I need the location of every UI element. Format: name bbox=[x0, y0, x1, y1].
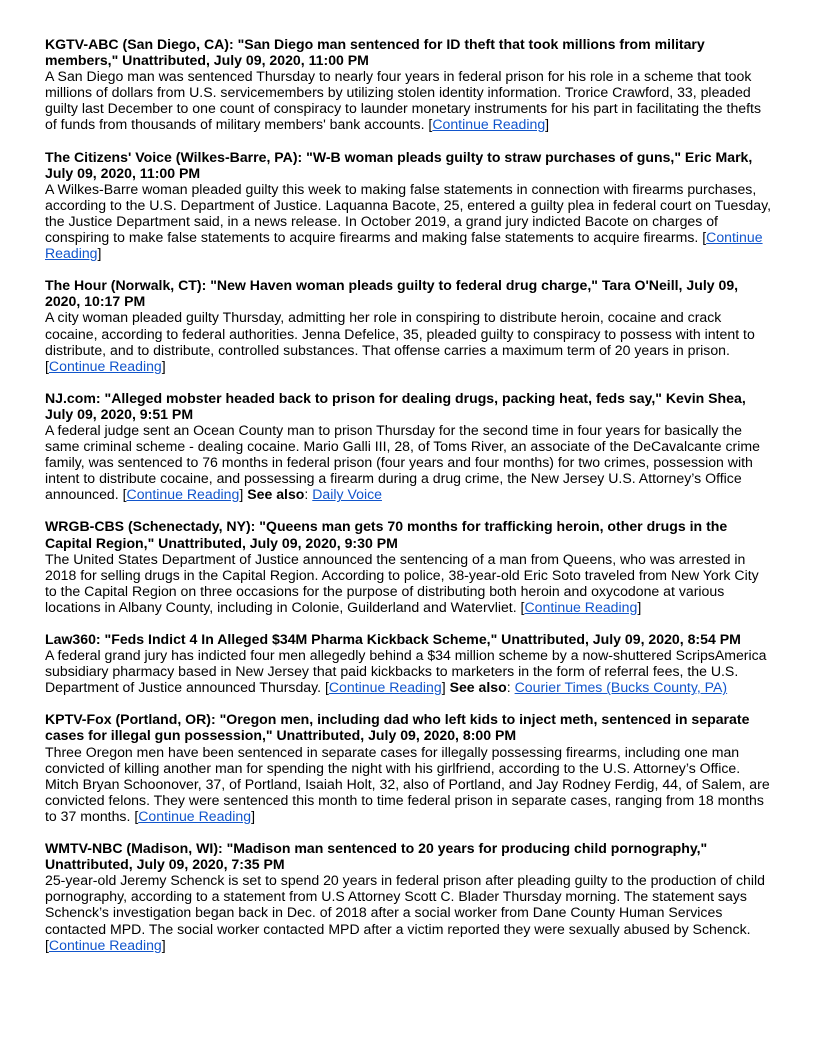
article-body: A federal judge sent an Ocean County man to prison Thursday for the second time in four years for basically the same criminal scheme - dealing cocaine. Mario Galli III, 28, of Toms River, an associate of the DeCavalcante crime family, was sentenced to 76 months in federal prison (four years and four months) for two crimes, possession with intent to distribute cocaine, and possessing a firearm during a drug crime, the New Jersey U.S. Attorney’s Office announced. [Continue Reading] See also: Daily Voice bbox=[45, 421, 760, 503]
article-nj-com bbox=[45, 390, 773, 503]
article-citizens-voice bbox=[45, 149, 773, 262]
article-body: The United States Department of Justice announced the sentencing of a man from Queens, who was arrested in 2018 for selling drugs in the Capital Region. According to police, 38-year-old Eric Soto traveled from New York City to the Capital Region on three occasions for the purpose of distributing both heroin and oxycodone at various locations in Albany County, including in Colonie, Guilderland and Watervliet. [Continue Reading] bbox=[45, 550, 759, 615]
article-body: A federal grand jury has indicted four men allegedly behind a $34 million scheme by a now-shuttered ScripsAmerica subsidiary pharmacy based in New Jersey that paid kickbacks to marketers in the form of referral fees, the U.S. Department of Justice announced Thursday. [Continue Reading] See also: Courier Times (Bucks County, PA) bbox=[45, 647, 767, 696]
article-summary: The United States Department of Justice announced the sentencing of a man from Queens, who was arrested in 2018 for selling drugs in the Capital Region. According to police, 38-year-old Eric Soto traveled from New York City to the Capital Region on three occasions for the purpose of distributing both heroin and oxycodone at various locations in Albany County, including in Colonie, Guilderland and Watervliet. bbox=[45, 550, 759, 615]
news-digest bbox=[45, 36, 773, 969]
article-headline: KPTV-Fox (Portland, OR): "Oregon men, including dad who left kids to inject meth, sentenced in separate cases for illegal gun possession," Unattributed, July 09, 2020, 8:00 PM bbox=[45, 711, 750, 744]
continue-reading-link[interactable]: Continue Reading bbox=[328, 679, 442, 696]
article-summary: 25-year-old Jeremy Schenck is set to spend 20 years in federal prison after pleading guilty to the production of child pornography, according to a statement from U.S Attorney Scott C. Blader Thursday morning. The statement says Schenck’s investigation began back in Dec. of 2018 after a social worker from Dane County Human Services contacted MPD. The social worker contacted MPD after a victim reported they were sexually abused by Schenck. bbox=[45, 872, 765, 937]
article-wrgb bbox=[45, 518, 773, 615]
article-summary: A Wilkes-Barre woman pleaded guilty this week to making false statements in connection with firearms purchases, according to the U.S. Department of Justice. Laquanna Bacote, 25, entered a guilty plea in federal court on Tuesday, the Justice Department said, in a news release. In October 2019, a grand jury indicted Bacote on charges of conspiring to make false statements to acquire firearms and making false statements to acquire firearms. bbox=[45, 180, 772, 246]
article-summary: Three Oregon men have been sentenced in separate cases for illegally possessing firearms, including one man convicted of killing another man for spending the night with his girlfriend, according to the U.S. Attorney’s Office. Mitch Bryan Schoonover, 37, of Portland, Isaiah Holt, 32, also of Portland, and Jay Rodney Ferdig, 44, of Salem, are convicted felons. They were sentenced this month to time federal prison in separate cases, ranging from 18 months to 37 months. bbox=[45, 743, 770, 824]
article-kgtv bbox=[45, 36, 773, 133]
article-headline: The Citizens' Voice (Wilkes-Barre, PA): "W-B woman pleads guilty to straw purchases of guns," Eric Mark, July 09, 2020, 11:00 PM bbox=[45, 148, 753, 181]
article-the-hour bbox=[45, 277, 773, 374]
article-wmtv bbox=[45, 840, 773, 953]
article-kptv bbox=[45, 711, 773, 824]
continue-reading-link[interactable]: Continue Reading bbox=[48, 357, 162, 374]
article-law360 bbox=[45, 631, 773, 695]
article-body: A Wilkes-Barre woman pleaded guilty this week to making false statements in connection with firearms purchases, according to the U.S. Department of Justice. Laquanna Bacote, 25, entered a guilty plea in federal court on Tuesday, the Justice Department said, in a news release. In October 2019, a grand jury indicted Bacote on charges of conspiring to make false statements to acquire firearms and making false statements to acquire firearms. [Continue Reading] bbox=[45, 180, 772, 262]
see-also-link[interactable]: Daily Voice bbox=[312, 486, 382, 503]
article-headline: WRGB-CBS (Schenectady, NY): "Queens man gets 70 months for trafficking heroin, other drugs in the Capital Region," Unattributed, July 09, 2020, 9:30 PM bbox=[45, 518, 728, 551]
article-body: A city woman pleaded guilty Thursday, admitting her role in conspiring to distribute heroin, cocaine and crack cocaine, according to federal authorities. Jenna Defelice, 35, pleaded guilty to conspiracy to possess with intent to distribute, and to distribute, controlled substances. That offense carries a maximum term of 20 years in prison. [Continue Reading] bbox=[45, 309, 755, 374]
article-headline: WMTV-NBC (Madison, WI): "Madison man sentenced to 20 years for producing child pornography," Unattributed, July 09, 2020, 7:35 PM bbox=[45, 840, 708, 873]
continue-reading-link[interactable]: Continue Reading bbox=[138, 807, 252, 824]
see-also-link[interactable]: Courier Times (Bucks County, PA) bbox=[514, 679, 728, 696]
article-headline: NJ.com: "Alleged mobster headed back to prison for dealing drugs, packing heat, feds say," Kevin Shea, July 09, 2020, 9:51 PM bbox=[45, 389, 746, 422]
continue-reading-link[interactable]: Continue Reading bbox=[126, 486, 240, 503]
continue-reading-link[interactable]: Continue Reading bbox=[524, 598, 638, 615]
article-headline: KGTV-ABC (San Diego, CA): "San Diego man sentenced for ID theft that took millions from military members," Unattributed, July 09, 2020, 11:00 PM bbox=[45, 36, 705, 69]
article-summary: A federal grand jury has indicted four men allegedly behind a $34 million scheme by a now-shuttered ScripsAmerica subsidiary pharmacy based in New Jersey that paid kickbacks to marketers in the form of referral fees, the U.S. Department of Justice announced Thursday. bbox=[45, 647, 767, 696]
continue-reading-link[interactable]: Continue Reading bbox=[432, 116, 546, 133]
article-headline: The Hour (Norwalk, CT): "New Haven woman pleads guilty to federal drug charge," Tara O'Neill, July 09, 2020, 10:17 PM bbox=[45, 277, 739, 310]
article-summary: A San Diego man was sentenced Thursday to nearly four years in federal prison for his role in a scheme that took millions of dollars from U.S. servicemembers by utilizing stolen identity information. Trorice Crawford, 33, pleaded guilty last December to one count of conspiracy to launder monetary instruments for his part in facilitating the thefts of funds from thousands of military members' bank accounts. bbox=[45, 68, 762, 133]
see-also-label: See also bbox=[449, 679, 507, 696]
article-body: 25-year-old Jeremy Schenck is set to spend 20 years in federal prison after pleading guilty to the production of child pornography, according to a statement from U.S Attorney Scott C. Blader Thursday morning. The statement says Schenck’s investigation began back in Dec. of 2018 after a social worker from Dane County Human Services contacted MPD. The social worker contacted MPD after a victim reported they were sexually abused by Schenck. [Continue Reading] bbox=[45, 872, 765, 953]
article-summary: A city woman pleaded guilty Thursday, admitting her role in conspiring to distribute heroin, cocaine and crack cocaine, according to federal authorities. Jenna Defelice, 35, pleaded guilty to conspiracy to possess with intent to distribute, and to distribute, controlled substances. That offense carries a maximum term of 20 years in prison. bbox=[45, 309, 755, 358]
article-body: Three Oregon men have been sentenced in separate cases for illegally possessing firearms, including one man convicted of killing another man for spending the night with his girlfriend, according to the U.S. Attorney’s Office. Mitch Bryan Schoonover, 37, of Portland, Isaiah Holt, 32, also of Portland, and Jay Rodney Ferdig, 44, of Salem, are convicted felons. They were sentenced this month to time federal prison in separate cases, ranging from 18 months to 37 months. [Continue Reading] bbox=[45, 743, 770, 824]
see-also-label: See also bbox=[247, 486, 305, 503]
article-body: A San Diego man was sentenced Thursday to nearly four years in federal prison for his role in a scheme that took millions of dollars from U.S. servicemembers by utilizing stolen identity information. Trorice Crawford, 33, pleaded guilty last December to one count of conspiracy to launder monetary instruments for his part in facilitating the thefts of funds from thousands of military members' bank accounts. [Continue Reading] bbox=[45, 68, 762, 133]
continue-reading-link[interactable]: Continue Reading bbox=[48, 936, 162, 953]
article-headline: Law360: "Feds Indict 4 In Alleged $34M Pharma Kickback Scheme," Unattributed, July 09, 2020, 8:54 PM bbox=[45, 631, 741, 647]
article-summary: A federal judge sent an Ocean County man to prison Thursday for the second time in four years for basically the same criminal scheme - dealing cocaine. Mario Galli III, 28, of Toms River, an associate of the DeCavalcante crime family, was sentenced to 76 months in federal prison (four years and four months) for two crimes, possession with intent to distribute cocaine, and possessing a firearm during a drug crime, the New Jersey U.S. Attorney’s Office announced. bbox=[45, 421, 760, 503]
continue-reading-link[interactable]: Continue Reading bbox=[45, 229, 763, 262]
